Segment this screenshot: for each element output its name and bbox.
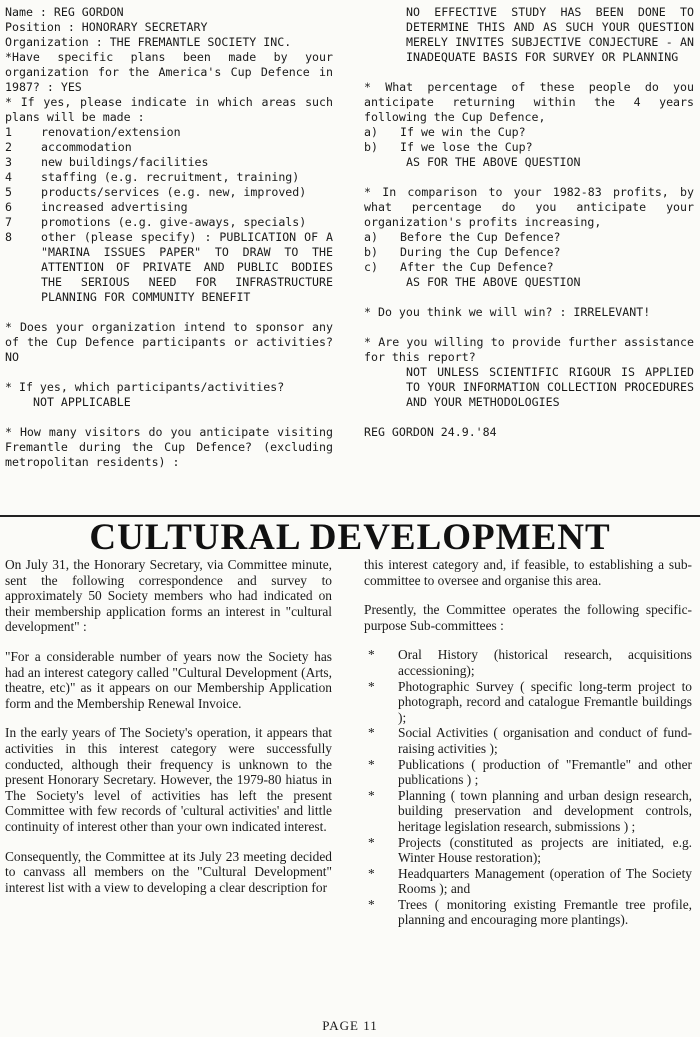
subcommittee-text: Photographic Survey ( specific long-term project to photograph, record and catalogue Fremantle buildings ); [398,678,692,725]
list-item [5,170,333,185]
item-number: 4 [5,170,12,184]
list-item [5,125,333,140]
option-letter: b) [364,140,378,154]
item-number: 8 [5,230,12,244]
subcommittee-text: Publications ( production of "Fremantle" and other publications ) ; [398,756,692,788]
list-item [5,155,333,170]
page-number: PAGE 11 [322,1018,378,1033]
question-profits: * In comparison to your 1982-83 profits, by what percentage do you anticipate your organization's profits increasing, [364,185,694,229]
list-item [364,679,692,726]
option-text: After the Cup Defence? [400,260,554,274]
article-paragraph: In the early years of The Society's operation, it appears that activities in this interest category were successfully conducted, although their frequency is unknown to the present Honorary Secretary. However, the 1979-80 hiatus in The Society's level of activities has left the present Committee with few records of 'cultural activities' and little continuity of interest other than your own indicated interest. [5,725,332,834]
option-text: During the Cup Defence? [400,245,561,259]
article-left-column [5,557,332,895]
answer-return: AS FOR THE ABOVE QUESTION [406,155,581,169]
subcommittee-list [364,647,692,928]
option-letter: a) [364,230,378,244]
survey-right-column [364,5,694,440]
item-text: new buildings/facilities [41,155,209,169]
list-item [5,215,333,230]
option-text: If we lose the Cup? [400,140,533,154]
option-letter: b) [364,245,378,259]
question-which: * If yes, which participants/activities? [5,380,285,394]
question-assist: * Are you willing to provide further assistance for this report? [364,335,694,364]
item-text: promotions (e.g. give-aways, specials) [41,215,307,229]
item-text: renovation/extension [41,125,181,139]
subcommittee-text: Projects (constituted as projects are initiated, e.g. Winter House restoration); [398,834,692,866]
subcommittee-text: Planning ( town planning and urban design research, building preservation and development controls, heritage legislation research, submissions ) ; [398,787,692,834]
organization-line: Organization : THE FREMANTLE SOCIETY INC. [5,35,292,49]
item-number: 2 [5,140,12,154]
subcommittee-text: Headquarters Management (operation of The Society Rooms ); and [398,865,692,897]
article-paragraph: "For a considerable number of years now the Society has had an interest category called "Cultural Development (Arts, theatre, etc)" as it appears on our Membership Application form and the Membership Renewal Invoice. [5,648,332,711]
list-item [364,647,692,678]
subcommittee-text: Oral History (historical research, acquisitions accessioning); [398,647,692,678]
list-item [364,835,692,866]
question-sponsor: * Does your organization intend to sponsor any of the Cup Defence participants or activities? NO [5,320,333,364]
bullet-icon: * [368,678,375,694]
bullet-icon: * [368,756,375,772]
article-paragraph: Consequently, the Committee at its July 23 meeting decided to canvass all members on the "Cultural Development" interest list with a view to developing a clear description for [5,848,332,895]
survey-left-column [5,5,333,470]
item-text: staffing (e.g. recruitment, training) [41,170,300,184]
bullet-icon: * [368,834,375,850]
option-text: If we win the Cup? [400,125,526,139]
subcommittee-text: Trees ( monitoring existing Fremantle tree profile, planning and encouraging more plantings). [398,896,692,928]
list-item [364,757,692,788]
section-title: CULTURAL DEVELOPMENT [89,517,611,558]
subcommittee-text: Social Activities ( organisation and conduct of fund-raising activities ); [398,725,692,756]
item-text: accommodation [41,140,132,154]
list-item [5,230,333,305]
list-item [5,185,333,200]
list-item [5,140,333,155]
bullet-icon: * [368,647,375,663]
question-visitors: * How many visitors do you anticipate visiting Fremantle during the Cup Defence? (excluding metropolitan residents) : [5,425,333,469]
article-paragraph: Presently, the Committee operates the following specific-purpose Sub-committees : [364,602,692,633]
question-areas: * If yes, please indicate in which areas such plans will be made : [5,95,333,124]
list-item [364,230,694,245]
bullet-icon: * [368,896,375,912]
option-letter: c) [364,260,378,274]
article-paragraph: this interest category and, if feasible, to establishing a sub-committee to oversee and organise this area. [364,557,692,588]
plan-items-list [5,125,333,305]
signature: REG GORDON 24.9.'84 [364,425,497,439]
list-item [364,866,692,897]
article-paragraph: On July 31, the Honorary Secretary, via Committee minute, sent the following correspondence and survey to approximately 50 Society members who had indicated on their membership application forms an interest in "cultural development" : [5,557,332,635]
item-text: other (please specify) : PUBLICATION OF A "MARINA ISSUES PAPER" TO DRAW TO THE ATTENTION OF PRIVATE AND PUBLIC BODIES THE SERIOUS NEED FOR INFRASTRUCTURE PLANNING FOR COMMUNITY BENEFIT [41,230,333,304]
list-item [5,200,333,215]
bullet-icon: * [368,725,375,741]
answer-assist: NOT UNLESS SCIENTIFIC RIGOUR IS APPLIED TO YOUR INFORMATION COLLECTION PROCEDURES AND YOUR METHODOLOGIES [406,365,694,409]
list-item [364,140,694,155]
list-item [364,897,692,928]
list-item [364,725,692,756]
section-banner [0,512,700,560]
option-letter: a) [364,125,378,139]
name-line: Name : REG GORDON [5,5,124,19]
item-number: 5 [5,185,12,199]
item-text: products/services (e.g. new, improved) [41,185,307,199]
item-text: increased advertising [41,200,188,214]
bullet-icon: * [368,865,375,881]
item-number: 7 [5,215,12,229]
position-line: Position : HONORARY SECRETARY [5,20,208,34]
answer-profits: AS FOR THE ABOVE QUESTION [406,275,581,289]
list-item [364,245,694,260]
article-right-column [364,557,692,928]
answer-which: NOT APPLICABLE [33,395,131,409]
item-number: 6 [5,200,12,214]
list-item [364,788,692,835]
bullet-icon: * [368,787,375,803]
answer-visitors: NO EFFECTIVE STUDY HAS BEEN DONE TO DETERMINE THIS AND AS SUCH YOUR QUESTION MERELY INVITES SUBJECTIVE CONJECTURE - AN INADEQUATE BASIS FOR SURVEY OR PLANNING [406,5,694,64]
item-number: 3 [5,155,12,169]
option-text: Before the Cup Defence? [400,230,561,244]
question-plans: *Have specific plans been made by your organization for the America's Cup Defence in 1987? : YES [5,50,333,94]
question-win: * Do you think we will win? : IRRELEVANT! [364,305,651,319]
list-item [364,260,694,275]
list-item [364,125,694,140]
item-number: 1 [5,125,12,139]
question-return: * What percentage of these people do you anticipate returning within the 4 years following the Cup Defence, [364,80,694,124]
